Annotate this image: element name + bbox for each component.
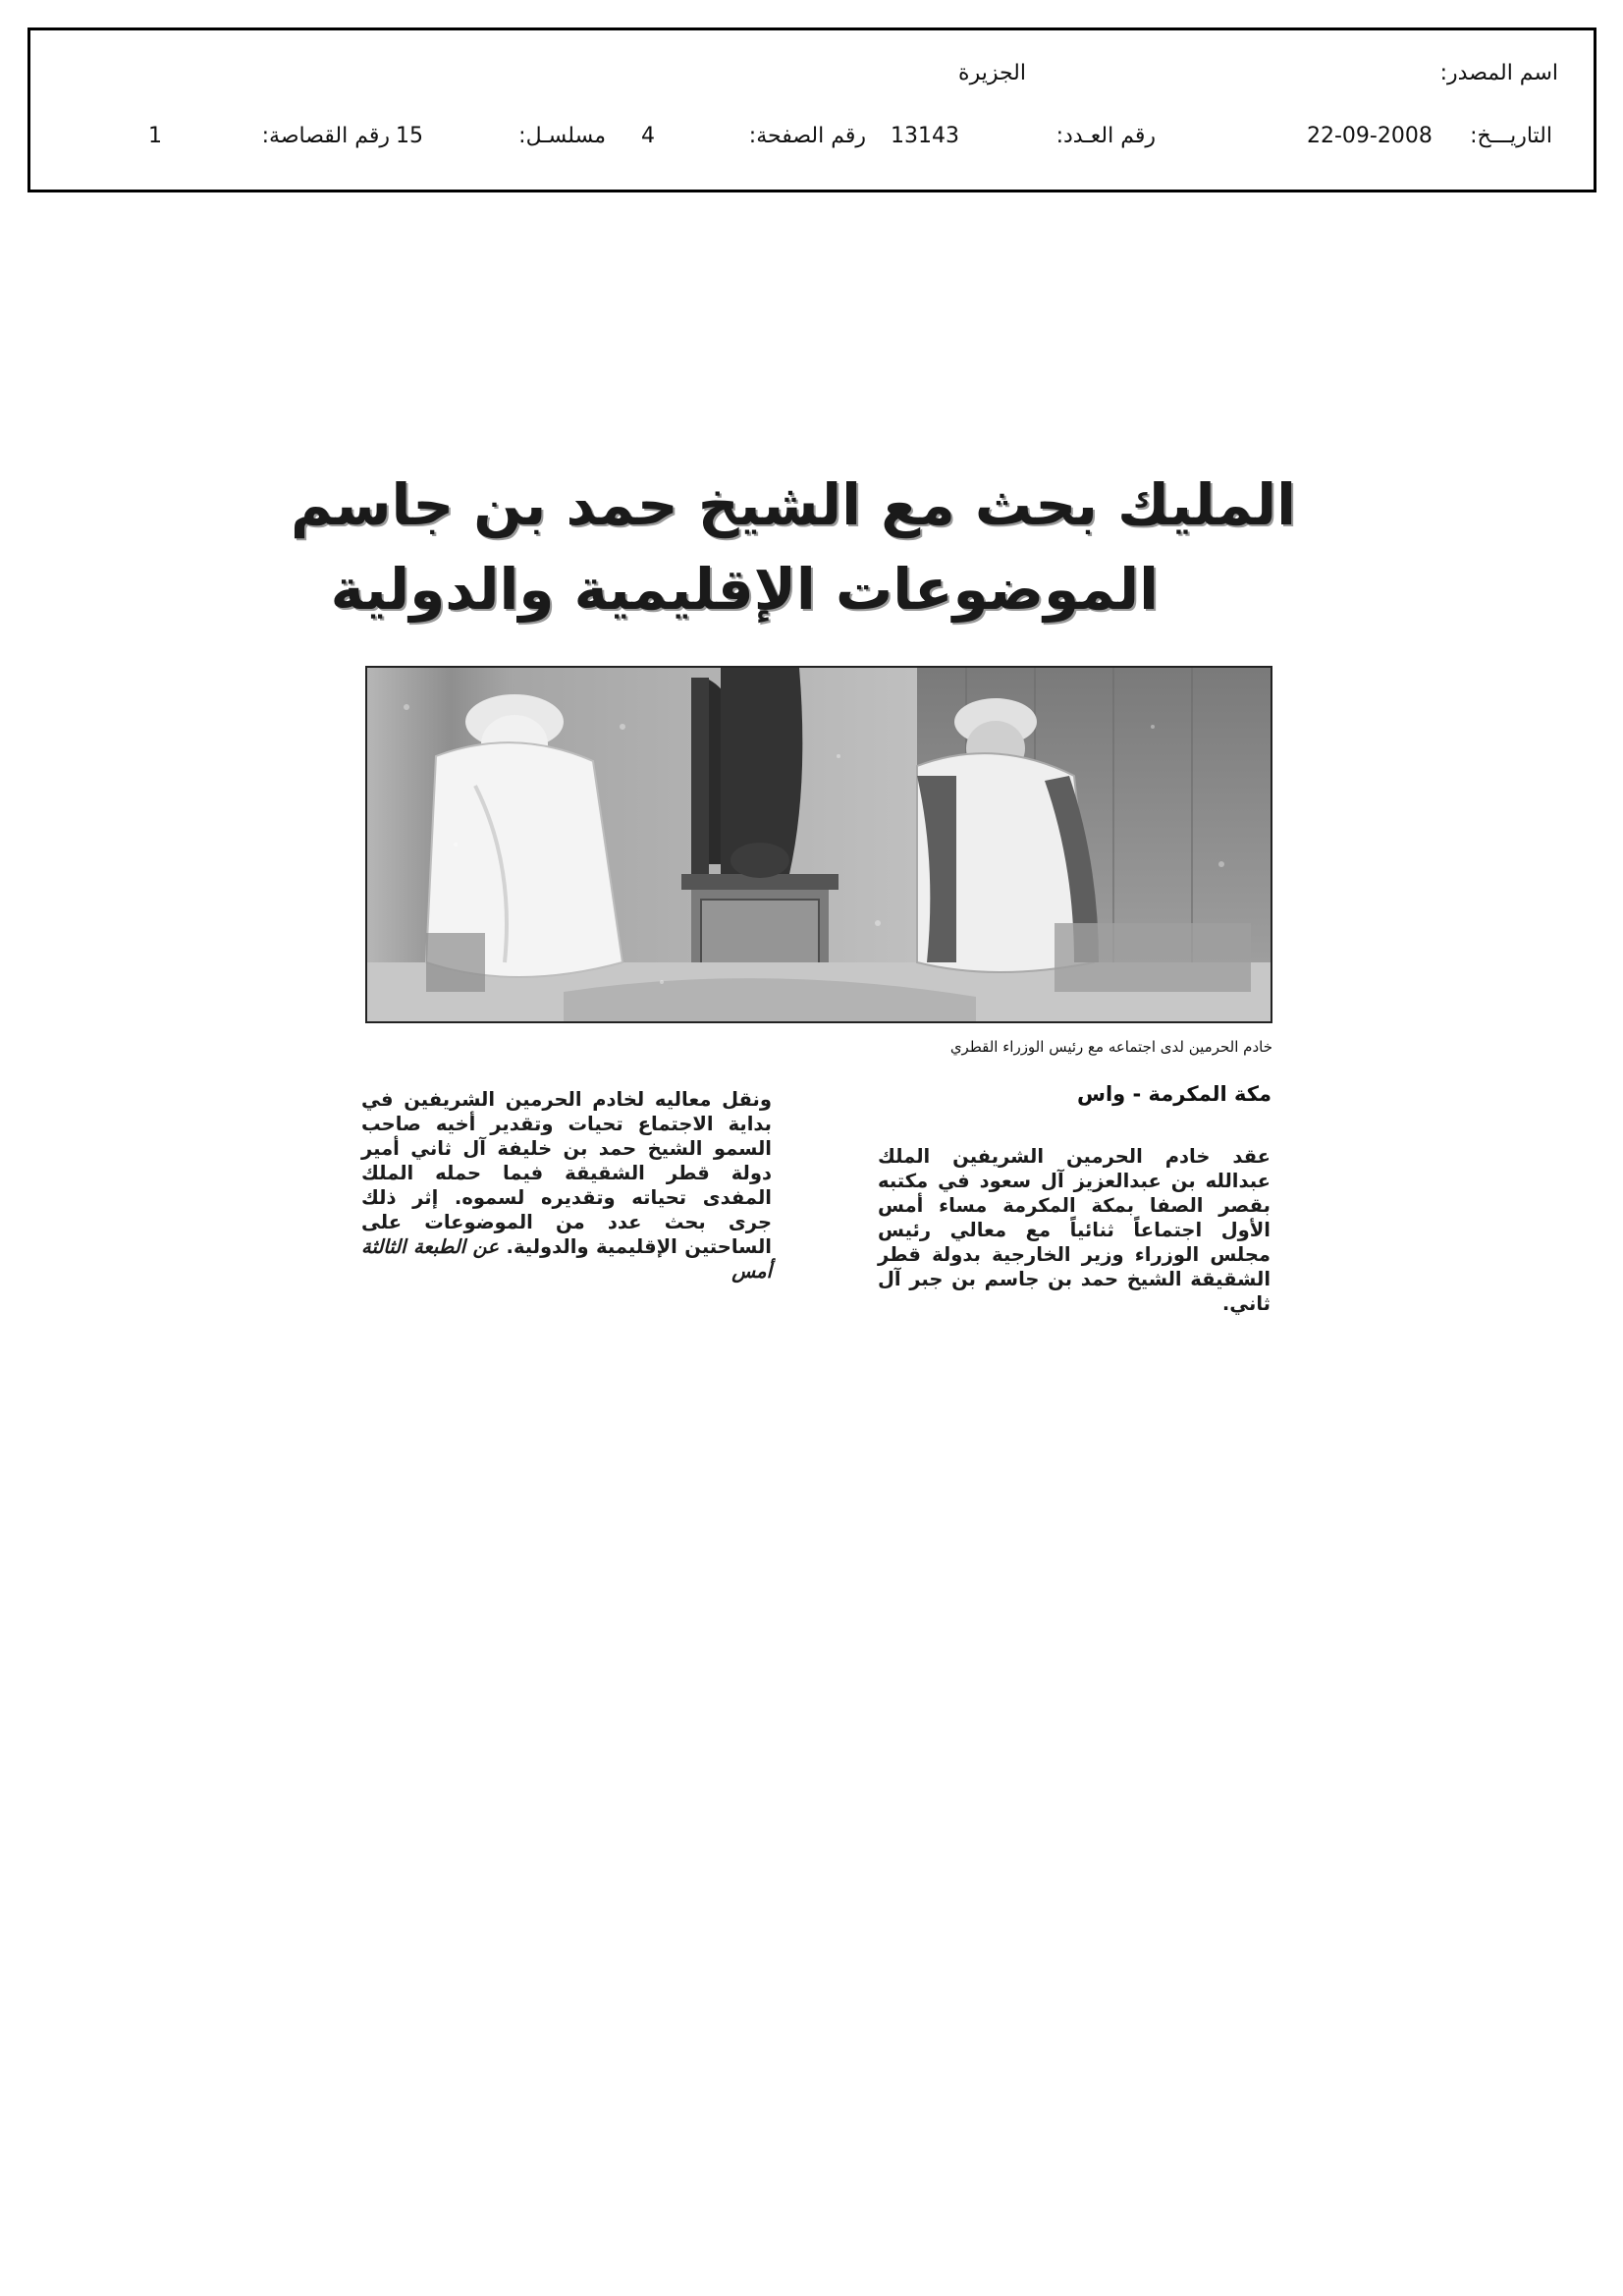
clip-label: رقم القصاصة: (261, 124, 390, 148)
source-value: الجزيرة (958, 61, 1026, 85)
article-headline-line1: المليك بحث مع الشيخ حمد بن جاسم (291, 471, 1296, 538)
date-value: 22-09-2008 (1307, 124, 1433, 148)
meeting-photo-illustration (367, 668, 1271, 1021)
article-headline-line2: الموضوعات الإقليمية والدولية (330, 556, 1159, 623)
article-photo (365, 666, 1272, 1023)
article-column-left-text: ونقل معاليه لخادم الحرمين الشريفين في بداية الاجتماع تحيات وتقدير أخيه صاحب السمو الشيخ حمد بن خليفة آل ثاني أمير دولة قطر الشقيقة فيما حمله الملك المفدى تحياته وتقديره لسموه. إثر ذلك جرى بحث عدد من الموضوعات على الساحتين الإقليمية والدولية. (361, 1088, 772, 1258)
photo-caption: خادم الحرمين لدى اجتماعه مع رئيس الوزراء القطري (949, 1038, 1272, 1056)
article-dateline: مكة المكرمة - واس (1076, 1082, 1271, 1106)
clipping-header-box (27, 27, 1596, 192)
issue-value: 13143 (891, 124, 959, 148)
article-credit: عن الطبعة الثالثة أمس (361, 1235, 772, 1283)
article-column-right: عقد خادم الحرمين الشريفين الملك عبدالله بن عبدالعزيز آل سعود في مكتبه بقصر الصفا بمكة المكرمة مساء أمس الأول اجتماعاً ثنائياً مع معالي رئيس مجلس الوزراء وزير الخارجية بدولة قطر الشقيقة الشيخ حمد بن جاسم بن جبر آل ثاني. (878, 1145, 1271, 1315)
serial-label: مسلسـل: (518, 124, 606, 148)
serial-value: 15 (396, 124, 423, 148)
date-label: التاريـــخ: (1470, 124, 1552, 148)
article-column-left (361, 1087, 772, 1284)
issue-label: رقم العـدد: (1055, 124, 1156, 148)
page-value: 4 (641, 124, 655, 148)
page-label: رقم الصفحة: (748, 124, 866, 148)
clip-value: 1 (148, 124, 162, 148)
source-label: اسم المصدر: (1439, 61, 1558, 85)
